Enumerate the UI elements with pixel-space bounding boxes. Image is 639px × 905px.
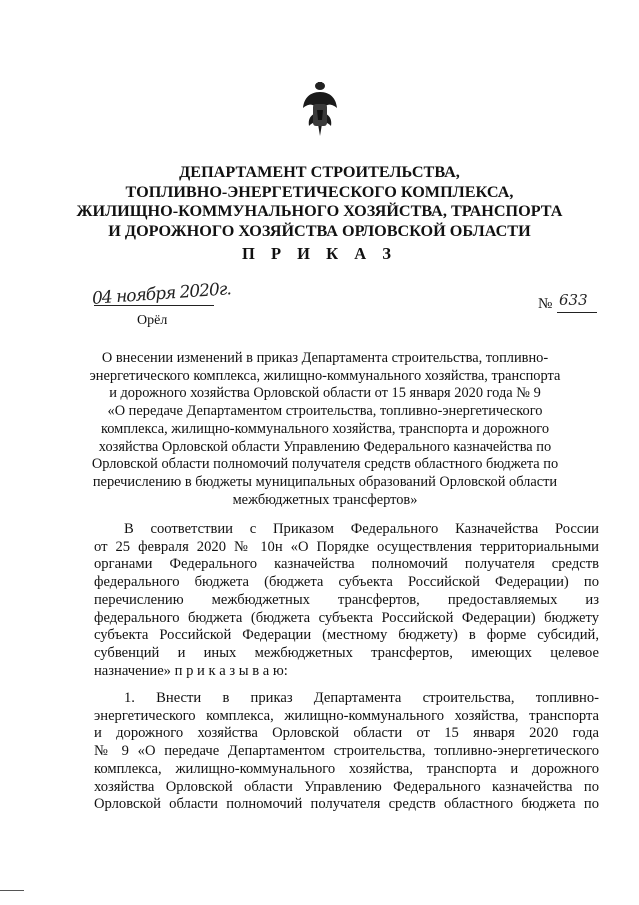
- paragraph-line: перечислению межбюджетных трансфертов, предоставляемых из: [94, 591, 599, 608]
- subject-line: и дорожного хозяйства Орловской области от 15 января 2020 года № 9: [109, 385, 541, 402]
- paragraph-line: субъекта Российской Федерации (местному бюджету) в форме субсидий,: [94, 627, 599, 644]
- paragraph-line: хозяйства Орловской области Управлению Федерального казначейства по: [94, 778, 599, 795]
- paragraph-line: органами Федерального казначейства полномочий получателя средств: [94, 556, 599, 573]
- preamble-paragraph: [94, 521, 599, 680]
- paragraph-line: энергетического комплекса, жилищно-коммунального хозяйства, транспорта: [94, 707, 599, 724]
- order-number-label: №: [538, 296, 553, 312]
- paragraph-line: и дорожного хозяйства Орловской области от 15 января 2020 года: [94, 725, 599, 742]
- subject-line: перечислению в бюджеты муниципальных образований Орловской области: [92, 473, 558, 490]
- paragraph-line: 1. Внести в приказ Департамента строительства, топливно-: [124, 690, 599, 706]
- paragraph-line: Орловской области полномочий получателя средств областного бюджета по: [94, 796, 599, 813]
- coat-of-arms-icon: [300, 80, 340, 140]
- subject-line: «О передаче Департаментом строительства, топливно-энергетического: [107, 403, 543, 420]
- order-subject: [70, 350, 580, 509]
- city-name: Орёл: [137, 313, 168, 328]
- header-line: ДЕПАРТАМЕНТ СТРОИТЕЛЬСТВА,: [179, 163, 460, 181]
- header-line: ЖИЛИЩНО-КОММУНАЛЬНОГО ХОЗЯЙСТВА, ТРАНСПОРТА: [76, 202, 563, 220]
- subject-line: О внесении изменений в приказ Департамента строительства, топливно-: [101, 350, 549, 366]
- paragraph-line: № 9 «О передаче Департаментом строительства, топливно-энергетического: [94, 743, 599, 760]
- header-line: И ДОРОЖНОГО ХОЗЯЙСТВА ОРЛОВСКОЙ ОБЛАСТИ: [108, 221, 531, 240]
- paragraph-line: субвенций и иных межбюджетных трансфертов, имеющих целевое: [94, 644, 599, 661]
- date-underline: [94, 305, 214, 306]
- subject-line: хозяйства Орловской области Управлению Федерального казначейства по: [98, 438, 552, 455]
- paragraph-line: комплекса, жилищно-коммунального хозяйства, транспорта и дорожного: [94, 760, 599, 777]
- scan-edge-mark: [0, 890, 24, 891]
- subject-line: энергетического комплекса, жилищно-коммунального хозяйства, транспорта: [89, 367, 561, 384]
- number-underline: [557, 312, 597, 313]
- order-title: П Р И К А З: [242, 244, 397, 263]
- subject-line: Орловской области полномочий получателя средств областного бюджета по: [91, 456, 559, 473]
- paragraph-line: от 25 февраля 2020 № 10н «О Порядке осуществления территориальными: [94, 538, 599, 555]
- handwritten-date: 04 ноября 2020г.: [91, 279, 232, 309]
- subject-line: комплекса, жилищно-коммунального хозяйства, транспорта и дорожного: [100, 420, 550, 437]
- header-line: ТОПЛИВНО-ЭНЕРГЕТИЧЕСКОГО КОМПЛЕКСА,: [125, 182, 514, 201]
- subject-line: межбюджетных трансфертов»: [232, 491, 418, 508]
- paragraph-line: федерального бюджета (бюджета субъекта Российской Федерации) по: [94, 574, 599, 591]
- clause-1-paragraph: [94, 690, 599, 814]
- department-header: [40, 163, 599, 241]
- paragraph-line: назначение» п р и к а з ы в а ю:: [94, 662, 288, 679]
- paragraph-line: В соответствии с Приказом Федерального Казначейства России: [124, 521, 599, 537]
- order-number-value: 633: [559, 291, 588, 309]
- paragraph-line: федерального бюджета (бюджета субъекта Российской Федерации) бюджету: [94, 609, 599, 626]
